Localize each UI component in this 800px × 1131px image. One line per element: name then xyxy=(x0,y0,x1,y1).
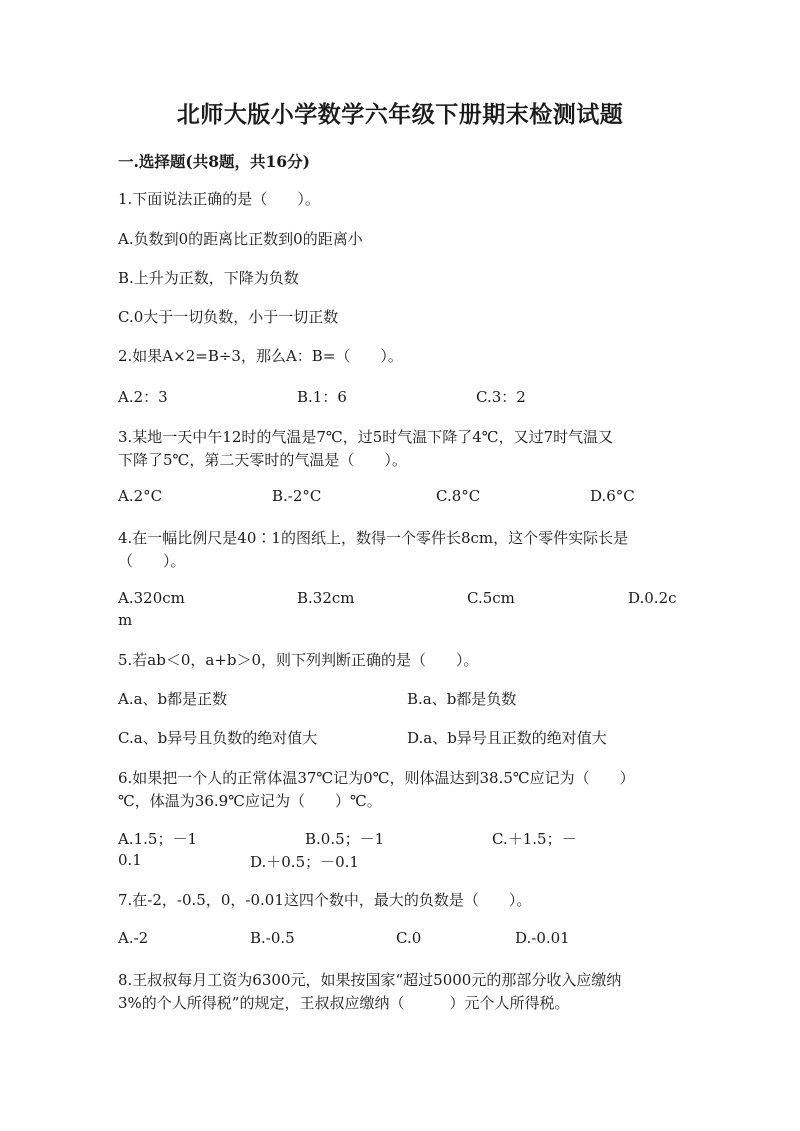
question-3-stem-line-2: 下降了5℃，第二天零时的气温是（ ）。 xyxy=(118,451,407,469)
question-3-option-b: B.-2°C xyxy=(272,487,322,505)
question-2-stem: 2.如果A×2=B÷3，那么A：B=（ ）。 xyxy=(118,347,403,365)
question-8-stem-line-1: 8.王叔叔每月工资为6300元，如果按国家“超过5000元的那部分收入应缴纳 xyxy=(118,971,622,989)
question-5-option-a: A.a、b都是正数 xyxy=(118,690,228,708)
question-4-option-d: D.0.2c xyxy=(628,589,677,607)
question-3-option-d: D.6°C xyxy=(590,487,635,505)
question-1-option-b: B.上升为正数，下降为负数 xyxy=(118,269,299,287)
question-6-stem-line-2: ℃，体温为36.9℃应记为（ ）℃。 xyxy=(118,792,382,810)
question-4-stem-line-1: 4.在一幅比例尺是40∶1的图纸上，数得一个零件长8cm，这个零件实际长是 xyxy=(118,529,629,547)
question-7-option-c: C.0 xyxy=(396,929,422,947)
question-5-stem: 5.若ab＜0，a+b＞0，则下列判断正确的是（ ）。 xyxy=(118,651,479,669)
question-3-stem-line-1: 3.某地一天中午12时的气温是7℃，过5时气温下降了4℃，又过7时气温又 xyxy=(118,428,614,446)
question-2-option-a: A.2：3 xyxy=(118,388,168,406)
question-4-option-b: B.32cm xyxy=(297,589,355,607)
question-4-option-c: C.5cm xyxy=(467,589,515,607)
question-7-option-d: D.-0.01 xyxy=(515,929,570,947)
question-4-stem-line-2: （ ）。 xyxy=(118,552,186,570)
question-6-option-b: B.0.5；－1 xyxy=(305,830,385,848)
question-6-option-c: C.＋1.5；－ xyxy=(492,830,577,848)
question-4-option-d-wrap: m xyxy=(118,611,133,629)
question-2-option-b: B.1：6 xyxy=(297,388,347,406)
question-3-option-c: C.8°C xyxy=(436,487,481,505)
question-6-option-c-wrap: 0.1 xyxy=(118,851,142,869)
question-5-option-c: C.a、b异号且负数的绝对值大 xyxy=(118,729,318,747)
question-5-option-b: B.a、b都是负数 xyxy=(407,690,517,708)
question-3-option-a: A.2°C xyxy=(118,487,163,505)
question-6-option-d: D.＋0.5；－0.1 xyxy=(250,853,359,871)
question-7-stem: 7.在-2，-0.5，0，-0.01这四个数中，最大的负数是（ ）。 xyxy=(118,891,532,909)
section-heading: 一.选择题(共8题，共16分) xyxy=(118,152,310,171)
question-1-stem: 1.下面说法正确的是（ ）。 xyxy=(118,190,320,208)
question-5-option-d: D.a、b异号且正数的绝对值大 xyxy=(407,729,607,747)
question-2-option-c: C.3：2 xyxy=(476,388,526,406)
question-7-option-a: A.-2 xyxy=(118,929,149,947)
question-6-option-a: A.1.5；－1 xyxy=(118,830,197,848)
question-1-option-a: A.负数到0的距离比正数到0的距离小 xyxy=(118,230,363,248)
question-8-stem-line-2: 3%的个人所得税”的规定，王叔叔应缴纳（ ）元个人所得税。 xyxy=(118,994,570,1012)
question-7-option-b: B.-0.5 xyxy=(250,929,295,947)
question-1-option-c: C.0大于一切负数，小于一切正数 xyxy=(118,308,339,326)
page-title: 北师大版小学数学六年级下册期末检测试题 xyxy=(176,101,624,128)
question-4-option-a: A.320cm xyxy=(118,589,185,607)
question-6-stem-line-1: 6.如果把一个人的正常体温37℃记为0℃，则体温达到38.5℃应记为（ ） xyxy=(118,769,635,787)
